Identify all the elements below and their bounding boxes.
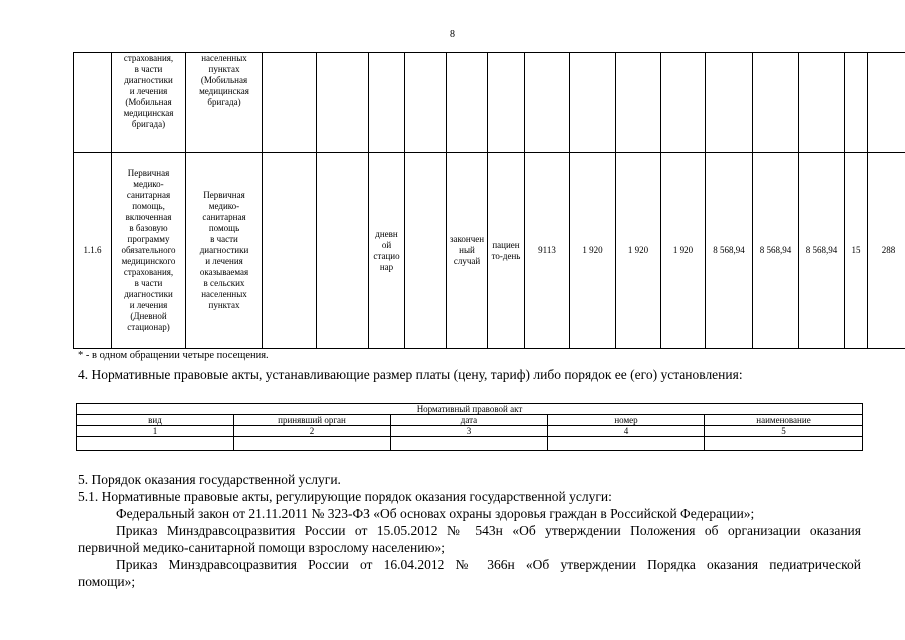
section-5-1-title: 5.1. Нормативные правовые акты, регулирующие порядок оказания государственной услуги: [78, 489, 612, 504]
column-header: дата [391, 415, 548, 426]
deviation-absolute-cell: 288 [868, 153, 905, 349]
table-row [77, 426, 863, 437]
table-row [77, 404, 863, 415]
page-number: 8 [450, 29, 455, 40]
service-name-cell: Первичная медико- санитарная помощь, включенная в базовую программу обязательного медицинского страхования, в части диагностики и лечения (Дневной стационар) [112, 153, 186, 349]
section-5-title: 5. Порядок оказания государственной услуги. [78, 472, 341, 487]
okei-code-cell: 9113 [525, 153, 570, 349]
price-year3-cell: 8 568,94 [799, 153, 845, 349]
order-543n-line1: Приказ Минздравсоцразвития России от 15.05.2012 № 543н «Об утверждении Положения об организации оказания [116, 523, 861, 538]
order-366n-line2: помощи»; [78, 574, 136, 589]
volume-year1-cell: 1 920 [570, 153, 616, 349]
column-header: вид [77, 415, 234, 426]
conditions-cell: населенных пунктах (Мобильная медицинская бригада) [186, 53, 263, 153]
column-number: 2 [234, 426, 391, 437]
legal-acts-table [76, 400, 863, 451]
column-number: 1 [77, 426, 234, 437]
column-number: 4 [548, 426, 705, 437]
table-header: Нормативный правовой акт [77, 404, 863, 415]
column-number: 3 [391, 426, 548, 437]
column-header: наименование [705, 415, 863, 426]
column-header: принявший орган [234, 415, 391, 426]
conditions-cell: Первичная медико- санитарная помощь в части диагностики и лечения оказываемая в сельских населенных пунктах [186, 153, 263, 349]
order-543n-line2: первичной медико-санитарной помощи взрослому населению»; [78, 540, 446, 555]
service-name-cell: страхования, в части диагностики и лечения (Мобильная медицинская бригада) [112, 53, 186, 153]
deviation-percent-cell: 15 [845, 153, 868, 349]
form-cell: дневн ой стацио нар [369, 153, 405, 349]
section-4-title: 4. Нормативные правовые акты, устанавливающие размер платы (цену, тариф) либо порядок ее (его) установления: [78, 367, 743, 382]
column-header: номер [548, 415, 705, 426]
table-row [77, 415, 863, 426]
indicator-cell: закончен ный случай [447, 153, 488, 349]
table-row [77, 437, 863, 451]
footnote: * - в одном обращении четыре посещения. [78, 350, 269, 361]
order-366n-line1: Приказ Минздравсоцразвития России от 16.04.2012 № 366н «Об утверждении Порядка оказания педиатрической [116, 557, 861, 572]
volume-year2-cell: 1 920 [616, 153, 661, 349]
service-volume-table [73, 52, 905, 349]
unit-cell: пациен то-день [488, 153, 525, 349]
law-federal-323: Федеральный закон от 21.11.2011 № 323-ФЗ «Об основах охраны здоровья граждан в Российской Федерации»; [116, 506, 755, 521]
volume-year3-cell: 1 920 [661, 153, 706, 349]
price-year1-cell: 8 568,94 [706, 153, 753, 349]
column-number: 5 [705, 426, 863, 437]
price-year2-cell: 8 568,94 [753, 153, 799, 349]
table-row [74, 153, 905, 349]
row-code-cell: 1.1.6 [74, 153, 112, 349]
table-row [74, 53, 905, 153]
